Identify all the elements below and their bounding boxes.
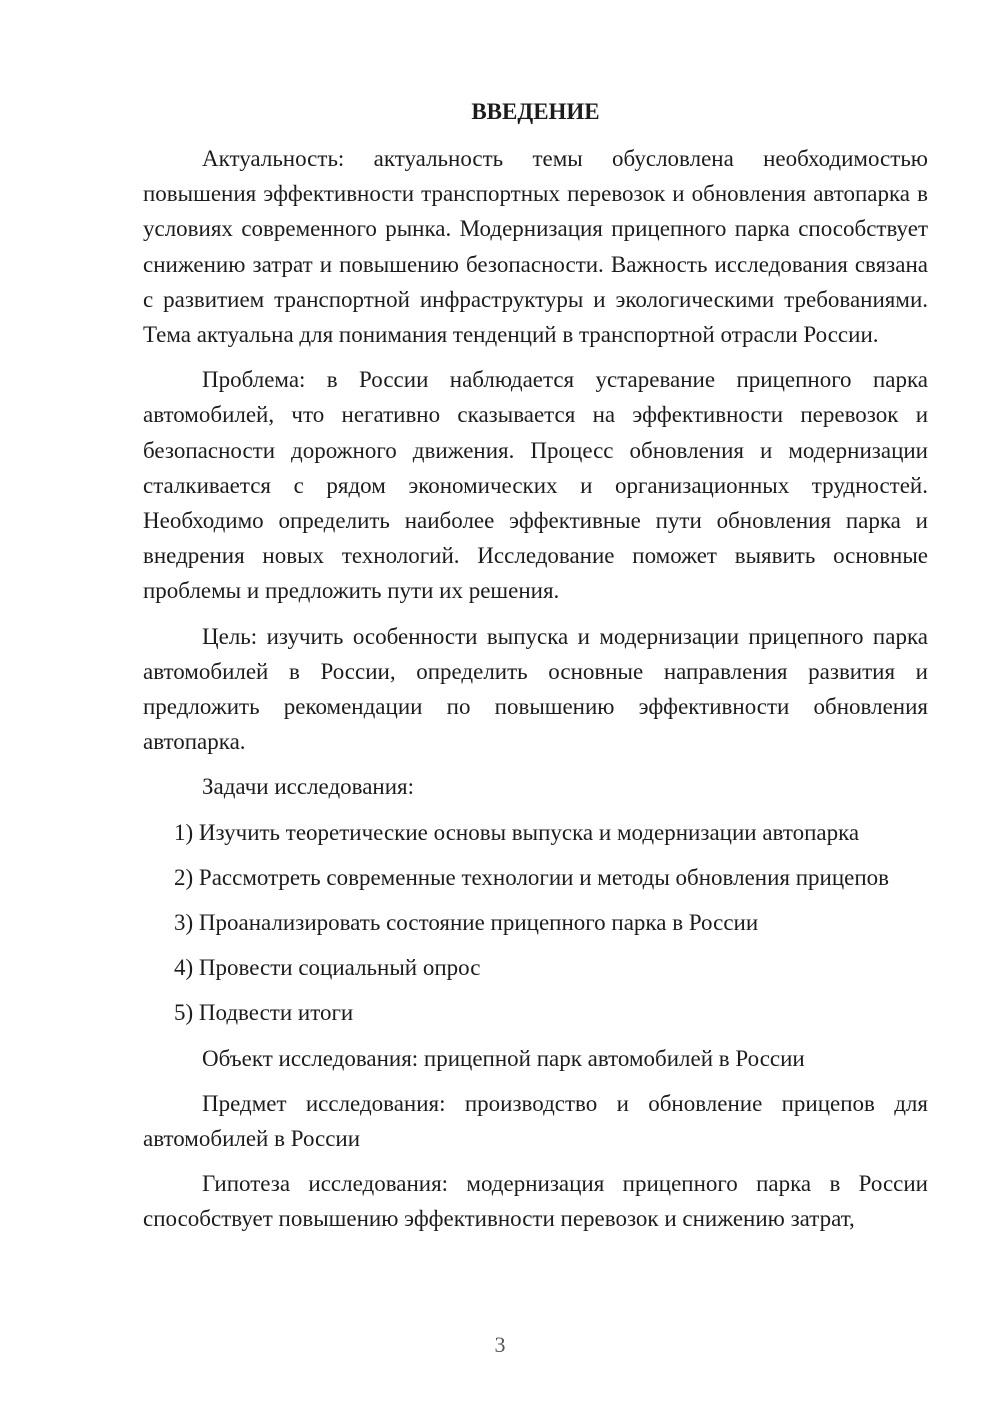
tasks-heading: Задачи исследования: <box>202 774 415 800</box>
problem-paragraph: Проблема: в России наблюдается устаревание прицепного парка автомобилей, что негативно сказывается на эффективности перевозок и безопасности дорожного движения. Процесс обновления и модернизации сталкивается с рядом экономических и организационных трудностей. Необходимо определить наиболее эффективные пути обновления парка и внедрения новых технологий. Исследование поможет выявить основные проблемы и предложить пути их решения. <box>143 367 928 604</box>
page-content <box>143 94 928 1247</box>
goal-paragraph: Цель: изучить особенности выпуска и модернизации прицепного парка автомобилей в России, определить основные направления развития и предложить рекомендации по повышению эффективности обновления автопарка. <box>143 623 928 755</box>
object-paragraph: Объект исследования: прицепной парк автомобилей в России <box>202 1045 805 1071</box>
task-item: 4) Провести социальный опрос <box>174 955 481 981</box>
task-item: 2) Рассмотреть современные технологии и методы обновления прицепов <box>174 864 890 890</box>
task-item: 3) Проанализировать состояние прицепного парка в России <box>174 910 759 936</box>
relevance-paragraph: Актуальность: актуальность темы обусловлена необходимостью повышения эффективности транспортных перевозок и обновления автопарка в условиях современного рынка. Модернизация прицепного парка способствует снижению затрат и повышению безопасности. Важность исследования связана с развитием транспортной инфраструктуры и экологическими требованиями. Тема актуальна для понимания тенденций в транспортной отрасли России. <box>143 146 928 348</box>
task-item: 5) Подвести итоги <box>174 1000 354 1026</box>
hypothesis-paragraph: Гипотеза исследования: модернизация прицепного парка в России способствует повышению эффективности перевозок и снижению затрат, <box>143 1171 928 1232</box>
subject-paragraph: Предмет исследования: производство и обновление прицепов для автомобилей в России <box>143 1090 928 1152</box>
task-item: 1) Изучить теоретические основы выпуска и модернизации автопарка <box>174 819 860 845</box>
page-number: 3 <box>494 1332 506 1357</box>
page-title: ВВЕДЕНИЕ <box>471 99 600 124</box>
